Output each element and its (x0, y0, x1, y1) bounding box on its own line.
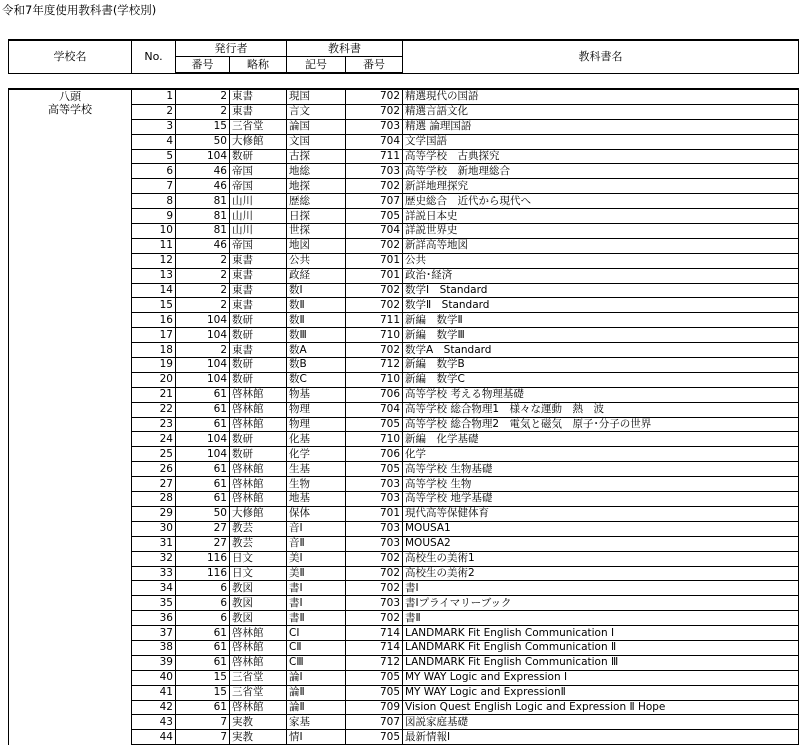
row-no: 7 (132, 179, 176, 194)
publisher-number: 6 (176, 596, 230, 611)
publisher-number: 27 (176, 521, 230, 536)
textbook-number: 705 (346, 209, 403, 224)
textbook-number: 710 (346, 328, 403, 343)
textbook-number: 702 (346, 89, 403, 104)
textbook-symbol: 論Ⅰ (287, 670, 346, 685)
publisher-abbr: 東書 (230, 104, 287, 119)
textbook-number: 709 (346, 700, 403, 715)
textbook-number: 702 (346, 238, 403, 253)
textbook-number: 707 (346, 715, 403, 730)
publisher-number: 2 (176, 298, 230, 313)
publisher-abbr: 数研 (230, 358, 287, 373)
publisher-abbr: 日文 (230, 551, 287, 566)
header-publisher-number: 番号 (176, 57, 230, 74)
row-no: 2 (132, 104, 176, 119)
row-no: 19 (132, 358, 176, 373)
row-no: 44 (132, 730, 176, 745)
row-no: 1 (132, 89, 176, 104)
publisher-abbr: 帝国 (230, 179, 287, 194)
row-no: 8 (132, 194, 176, 209)
publisher-number: 61 (176, 402, 230, 417)
row-no: 39 (132, 655, 176, 670)
textbook-title: 文学国語 (403, 134, 799, 149)
publisher-abbr: 数研 (230, 328, 287, 343)
textbook-number: 703 (346, 521, 403, 536)
table-header (8, 39, 799, 74)
publisher-number: 2 (176, 89, 230, 104)
header-publisher: 発行者 (176, 40, 287, 57)
textbook-number: 702 (346, 283, 403, 298)
textbook-number: 704 (346, 134, 403, 149)
publisher-number: 81 (176, 224, 230, 239)
textbook-number: 703 (346, 477, 403, 492)
publisher-abbr: 啓林館 (230, 462, 287, 477)
textbook-number: 712 (346, 655, 403, 670)
textbook-number: 705 (346, 670, 403, 685)
textbook-number: 711 (346, 149, 403, 164)
row-no: 25 (132, 447, 176, 462)
row-no: 30 (132, 521, 176, 536)
textbook-number: 701 (346, 506, 403, 521)
publisher-abbr: 東書 (230, 283, 287, 298)
textbook-symbol: 論国 (287, 119, 346, 134)
textbook-symbol: 音Ⅱ (287, 536, 346, 551)
textbook-symbol: 物理 (287, 402, 346, 417)
textbook-title: 新詳地理探究 (403, 179, 799, 194)
publisher-abbr: 実教 (230, 715, 287, 730)
textbook-symbol: 歴総 (287, 194, 346, 209)
header-school-name: 学校名 (9, 40, 132, 73)
textbook-symbol: 世探 (287, 224, 346, 239)
textbook-title: 図説家庭基礎 (403, 715, 799, 730)
textbook-title: LANDMARK Fit English Communication Ⅱ (403, 640, 799, 655)
publisher-abbr: 山川 (230, 194, 287, 209)
textbook-title: 新編 化学基礎 (403, 432, 799, 447)
header-textbook: 教科書 (287, 40, 403, 57)
textbook-symbol: 数B (287, 358, 346, 373)
textbook-title: 高校生の美術2 (403, 566, 799, 581)
textbook-title: Vision Quest English Logic and Expression Ⅱ Hope (403, 700, 799, 715)
textbook-symbol: 数C (287, 372, 346, 387)
publisher-abbr: 大修館 (230, 134, 287, 149)
publisher-number: 2 (176, 343, 230, 358)
publisher-abbr: 数研 (230, 447, 287, 462)
textbook-symbol: 地基 (287, 492, 346, 507)
textbook-symbol: 地図 (287, 238, 346, 253)
publisher-abbr: 教図 (230, 581, 287, 596)
textbook-title: 高等学校 新地理総合 (403, 164, 799, 179)
textbook-number: 710 (346, 432, 403, 447)
publisher-number: 81 (176, 209, 230, 224)
publisher-number: 61 (176, 626, 230, 641)
textbook-title: MOUSA1 (403, 521, 799, 536)
school-name-line2: 高等学校 (48, 103, 92, 116)
textbook-number: 706 (346, 387, 403, 402)
publisher-abbr: 教図 (230, 611, 287, 626)
publisher-number: 104 (176, 313, 230, 328)
textbook-title: 数学Ⅰ Standard (403, 283, 799, 298)
publisher-abbr: 山川 (230, 209, 287, 224)
publisher-number: 61 (176, 640, 230, 655)
textbook-number: 701 (346, 268, 403, 283)
row-no: 5 (132, 149, 176, 164)
publisher-number: 27 (176, 536, 230, 551)
textbook-title: 新編 数学Ⅲ (403, 328, 799, 343)
textbook-title: MY WAY Logic and ExpressionⅡ (403, 685, 799, 700)
publisher-number: 50 (176, 134, 230, 149)
textbook-number: 703 (346, 596, 403, 611)
textbook-table (8, 88, 799, 745)
textbook-symbol: 生基 (287, 462, 346, 477)
row-no: 33 (132, 566, 176, 581)
textbook-title: 書Ⅱ (403, 611, 799, 626)
row-no: 43 (132, 715, 176, 730)
publisher-number: 46 (176, 164, 230, 179)
row-no: 22 (132, 402, 176, 417)
publisher-abbr: 啓林館 (230, 640, 287, 655)
textbook-symbol: 数Ⅱ (287, 298, 346, 313)
publisher-abbr: 啓林館 (230, 492, 287, 507)
row-no: 35 (132, 596, 176, 611)
textbook-title: 精選言語文化 (403, 104, 799, 119)
textbook-symbol: 化基 (287, 432, 346, 447)
row-no: 12 (132, 253, 176, 268)
textbook-title: 書Ⅰ (403, 581, 799, 596)
row-no: 20 (132, 372, 176, 387)
textbook-number: 703 (346, 164, 403, 179)
publisher-abbr: 数研 (230, 313, 287, 328)
textbook-number: 704 (346, 402, 403, 417)
textbook-symbol: 美Ⅰ (287, 551, 346, 566)
publisher-number: 61 (176, 417, 230, 432)
textbook-symbol: 現国 (287, 89, 346, 104)
textbook-number: 704 (346, 224, 403, 239)
publisher-number: 61 (176, 655, 230, 670)
row-no: 18 (132, 343, 176, 358)
textbook-number: 703 (346, 492, 403, 507)
row-no: 31 (132, 536, 176, 551)
publisher-number: 6 (176, 581, 230, 596)
table-row (9, 89, 799, 104)
publisher-abbr: 数研 (230, 149, 287, 164)
publisher-number: 116 (176, 566, 230, 581)
row-no: 24 (132, 432, 176, 447)
row-no: 21 (132, 387, 176, 402)
textbook-title: 精選 論理国語 (403, 119, 799, 134)
header-textbook-symbol: 記号 (287, 57, 346, 74)
textbook-title: 最新情報Ⅰ (403, 730, 799, 745)
textbook-title: 新編 数学B (403, 358, 799, 373)
row-no: 32 (132, 551, 176, 566)
textbook-symbol: 言文 (287, 104, 346, 119)
publisher-abbr: 数研 (230, 432, 287, 447)
publisher-abbr: 三省堂 (230, 119, 287, 134)
publisher-number: 61 (176, 387, 230, 402)
textbook-number: 702 (346, 179, 403, 194)
publisher-number: 15 (176, 685, 230, 700)
textbook-symbol: 数Ⅲ (287, 328, 346, 343)
row-no: 6 (132, 164, 176, 179)
textbook-title: 精選現代の国語 (403, 89, 799, 104)
row-no: 36 (132, 611, 176, 626)
textbook-symbol: 政経 (287, 268, 346, 283)
publisher-abbr: 東書 (230, 268, 287, 283)
row-no: 13 (132, 268, 176, 283)
publisher-number: 7 (176, 730, 230, 745)
publisher-abbr: 啓林館 (230, 402, 287, 417)
textbook-symbol: 論Ⅱ (287, 685, 346, 700)
textbook-number: 710 (346, 372, 403, 387)
textbook-number: 703 (346, 119, 403, 134)
publisher-abbr: 啓林館 (230, 626, 287, 641)
textbook-number: 702 (346, 343, 403, 358)
publisher-number: 15 (176, 119, 230, 134)
row-no: 34 (132, 581, 176, 596)
textbook-title: MY WAY Logic and Expression Ⅰ (403, 670, 799, 685)
textbook-symbol: 家基 (287, 715, 346, 730)
publisher-abbr: 東書 (230, 89, 287, 104)
publisher-abbr: 実教 (230, 730, 287, 745)
publisher-number: 6 (176, 611, 230, 626)
textbook-symbol: 数Ⅱ (287, 313, 346, 328)
textbook-symbol: 書Ⅱ (287, 611, 346, 626)
textbook-number: 702 (346, 298, 403, 313)
textbook-number: 702 (346, 104, 403, 119)
textbook-title: 高等学校 地学基礎 (403, 492, 799, 507)
textbook-title: 新編 数学C (403, 372, 799, 387)
publisher-abbr: 山川 (230, 224, 287, 239)
textbook-symbol: 物基 (287, 387, 346, 402)
textbook-title: 公共 (403, 253, 799, 268)
publisher-abbr: 東書 (230, 253, 287, 268)
publisher-abbr: 数研 (230, 372, 287, 387)
textbook-symbol: 書Ⅰ (287, 581, 346, 596)
row-no: 15 (132, 298, 176, 313)
publisher-abbr: 帝国 (230, 164, 287, 179)
textbook-symbol: 日探 (287, 209, 346, 224)
publisher-number: 61 (176, 700, 230, 715)
textbook-symbol: 生物 (287, 477, 346, 492)
publisher-abbr: 啓林館 (230, 387, 287, 402)
textbook-title: 現代高等保健体育 (403, 506, 799, 521)
textbook-number: 714 (346, 626, 403, 641)
textbook-number: 702 (346, 581, 403, 596)
publisher-number: 104 (176, 447, 230, 462)
row-no: 42 (132, 700, 176, 715)
textbook-number: 707 (346, 194, 403, 209)
publisher-number: 61 (176, 462, 230, 477)
textbook-title: 数学A Standard (403, 343, 799, 358)
publisher-number: 116 (176, 551, 230, 566)
textbook-symbol: 地総 (287, 164, 346, 179)
textbook-title: 高等学校 古典探究 (403, 149, 799, 164)
textbook-title: 数学Ⅱ Standard (403, 298, 799, 313)
textbook-number: 702 (346, 611, 403, 626)
publisher-abbr: 啓林館 (230, 700, 287, 715)
textbook-title: 歴史総合 近代から現代へ (403, 194, 799, 209)
textbook-title: MOUSA2 (403, 536, 799, 551)
textbook-symbol: 論Ⅱ (287, 700, 346, 715)
textbook-number: 711 (346, 313, 403, 328)
textbook-title: 詳説日本史 (403, 209, 799, 224)
publisher-number: 2 (176, 268, 230, 283)
textbook-title: 高校生の美術1 (403, 551, 799, 566)
publisher-abbr: 東書 (230, 343, 287, 358)
textbook-title: 高等学校 生物 (403, 477, 799, 492)
publisher-abbr: 三省堂 (230, 670, 287, 685)
publisher-number: 2 (176, 253, 230, 268)
textbook-symbol: 保体 (287, 506, 346, 521)
textbook-title: 高等学校 考える物理基礎 (403, 387, 799, 402)
textbook-title: LANDMARK Fit English Communication Ⅰ (403, 626, 799, 641)
header-textbook-title: 教科書名 (403, 40, 799, 73)
textbook-symbol: 数A (287, 343, 346, 358)
textbook-number: 705 (346, 417, 403, 432)
textbook-number: 702 (346, 551, 403, 566)
textbook-number: 712 (346, 358, 403, 373)
row-no: 10 (132, 224, 176, 239)
publisher-number: 7 (176, 715, 230, 730)
row-no: 16 (132, 313, 176, 328)
row-no: 38 (132, 640, 176, 655)
row-no: 37 (132, 626, 176, 641)
textbook-symbol: CⅡ (287, 640, 346, 655)
publisher-number: 46 (176, 238, 230, 253)
textbook-symbol: 地探 (287, 179, 346, 194)
header-textbook-number: 番号 (346, 57, 403, 74)
publisher-abbr: 教芸 (230, 536, 287, 551)
publisher-abbr: 帝国 (230, 238, 287, 253)
textbook-title: 高等学校 総合物理2 電気と磁気 原子･分子の世界 (403, 417, 799, 432)
school-name-cell (9, 89, 132, 745)
publisher-abbr: 教芸 (230, 521, 287, 536)
textbook-symbol: 化学 (287, 447, 346, 462)
page-title: 令和7年度使用教科書(学校別) (2, 3, 157, 17)
textbook-number: 706 (346, 447, 403, 462)
publisher-abbr: 大修館 (230, 506, 287, 521)
textbook-symbol: 公共 (287, 253, 346, 268)
publisher-number: 50 (176, 506, 230, 521)
publisher-number: 104 (176, 149, 230, 164)
textbook-title: 書Ⅰプライマリーブック (403, 596, 799, 611)
publisher-abbr: 教図 (230, 596, 287, 611)
textbook-symbol: 書Ⅰ (287, 596, 346, 611)
publisher-number: 61 (176, 477, 230, 492)
textbook-symbol: 物理 (287, 417, 346, 432)
textbook-symbol: 文国 (287, 134, 346, 149)
textbook-title: 化学 (403, 447, 799, 462)
row-no: 4 (132, 134, 176, 149)
textbook-symbol: 古探 (287, 149, 346, 164)
row-no: 26 (132, 462, 176, 477)
row-no: 40 (132, 670, 176, 685)
textbook-number: 703 (346, 536, 403, 551)
row-no: 14 (132, 283, 176, 298)
row-no: 27 (132, 477, 176, 492)
header-no: No. (132, 40, 176, 73)
publisher-number: 104 (176, 432, 230, 447)
publisher-abbr: 啓林館 (230, 477, 287, 492)
publisher-number: 104 (176, 328, 230, 343)
row-no: 9 (132, 209, 176, 224)
textbook-symbol: 美Ⅱ (287, 566, 346, 581)
textbook-title: LANDMARK Fit English Communication Ⅲ (403, 655, 799, 670)
row-no: 28 (132, 492, 176, 507)
publisher-number: 104 (176, 372, 230, 387)
textbook-title: 高等学校 総合物理1 様々な運動 熱 波 (403, 402, 799, 417)
publisher-abbr: 三省堂 (230, 685, 287, 700)
publisher-number: 46 (176, 179, 230, 194)
publisher-number: 15 (176, 670, 230, 685)
textbook-number: 705 (346, 462, 403, 477)
row-no: 11 (132, 238, 176, 253)
publisher-number: 61 (176, 492, 230, 507)
textbook-title: 高等学校 生物基礎 (403, 462, 799, 477)
textbook-symbol: CⅢ (287, 655, 346, 670)
row-no: 3 (132, 119, 176, 134)
publisher-number: 2 (176, 104, 230, 119)
row-no: 41 (132, 685, 176, 700)
textbook-title: 詳説世界史 (403, 224, 799, 239)
header-publisher-abbr: 略称 (230, 57, 287, 74)
row-no: 17 (132, 328, 176, 343)
publisher-abbr: 啓林館 (230, 417, 287, 432)
textbook-title: 政治･経済 (403, 268, 799, 283)
textbook-title: 新詳高等地図 (403, 238, 799, 253)
textbook-symbol: CⅠ (287, 626, 346, 641)
textbook-title: 新編 数学Ⅱ (403, 313, 799, 328)
row-no: 29 (132, 506, 176, 521)
publisher-abbr: 日文 (230, 566, 287, 581)
row-no: 23 (132, 417, 176, 432)
textbook-number: 705 (346, 730, 403, 745)
school-name-line1: 八頭 (59, 90, 81, 103)
publisher-abbr: 東書 (230, 298, 287, 313)
textbook-number: 714 (346, 640, 403, 655)
textbook-symbol: 情Ⅰ (287, 730, 346, 745)
textbook-symbol: 音Ⅰ (287, 521, 346, 536)
publisher-abbr: 啓林館 (230, 655, 287, 670)
textbook-number: 705 (346, 685, 403, 700)
publisher-number: 2 (176, 283, 230, 298)
textbook-symbol: 数Ⅰ (287, 283, 346, 298)
textbook-number: 701 (346, 253, 403, 268)
textbook-number: 702 (346, 566, 403, 581)
publisher-number: 81 (176, 194, 230, 209)
publisher-number: 104 (176, 358, 230, 373)
